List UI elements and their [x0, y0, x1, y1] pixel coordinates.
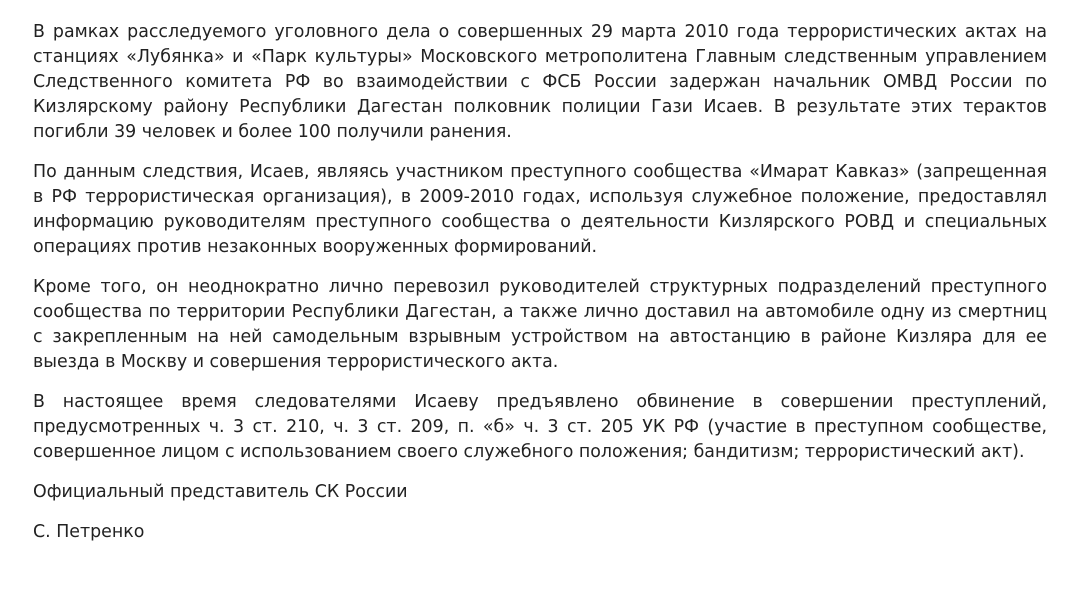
paragraph-charges: В настоящее время следователями Исаеву предъявлено обвинение в совершении преступлений, предусмотренных ч. 3 ст. 210, ч. 3 ст. 209, п. «б» ч. 3 ст. 205 УК РФ (участие в преступном сообществе, совершенное лицом с использованием своего служебного положения; бандитизм; террористический акт).: [33, 392, 1047, 462]
signature-title: Официальный представитель СК России: [33, 482, 408, 502]
paragraph-investigation: По данным следствия, Исаев, являясь участником преступного сообщества «Имарат Кавказ» (запрещенная в РФ террористическая организация), в 2009-2010 годах, используя служебное положение, предоставлял информацию руководителям преступного сообщества о деятельности Кизлярского РОВД и специальных операциях против незаконных вооруженных формирований.: [33, 162, 1047, 257]
press-release-document: [33, 20, 1047, 560]
signature-name: С. Петренко: [33, 522, 145, 542]
paragraph-arrest: В рамках расследуемого уголовного дела о совершенных 29 марта 2010 года террористических актах на станциях «Лубянка» и «Парк культуры» Московского метрополитена Главным следственным управлением Следственного комитета РФ во взаимодействии с ФСБ России задержан начальник ОМВД России по Кизлярскому району Республики Дагестан полковник полиции Гази Исаев. В результате этих терактов погибли 39 человек и более 100 получили ранения.: [33, 22, 1047, 142]
paragraph-transport: Кроме того, он неоднократно лично перевозил руководителей структурных подразделений преступного сообщества по территории Республики Дагестан, а также лично доставил на автомобиле одну из смертниц с закрепленным на ней самодельным взрывным устройством на автостанцию в районе Кизляра для ее выезда в Москву и совершения террористического акта.: [33, 277, 1047, 372]
